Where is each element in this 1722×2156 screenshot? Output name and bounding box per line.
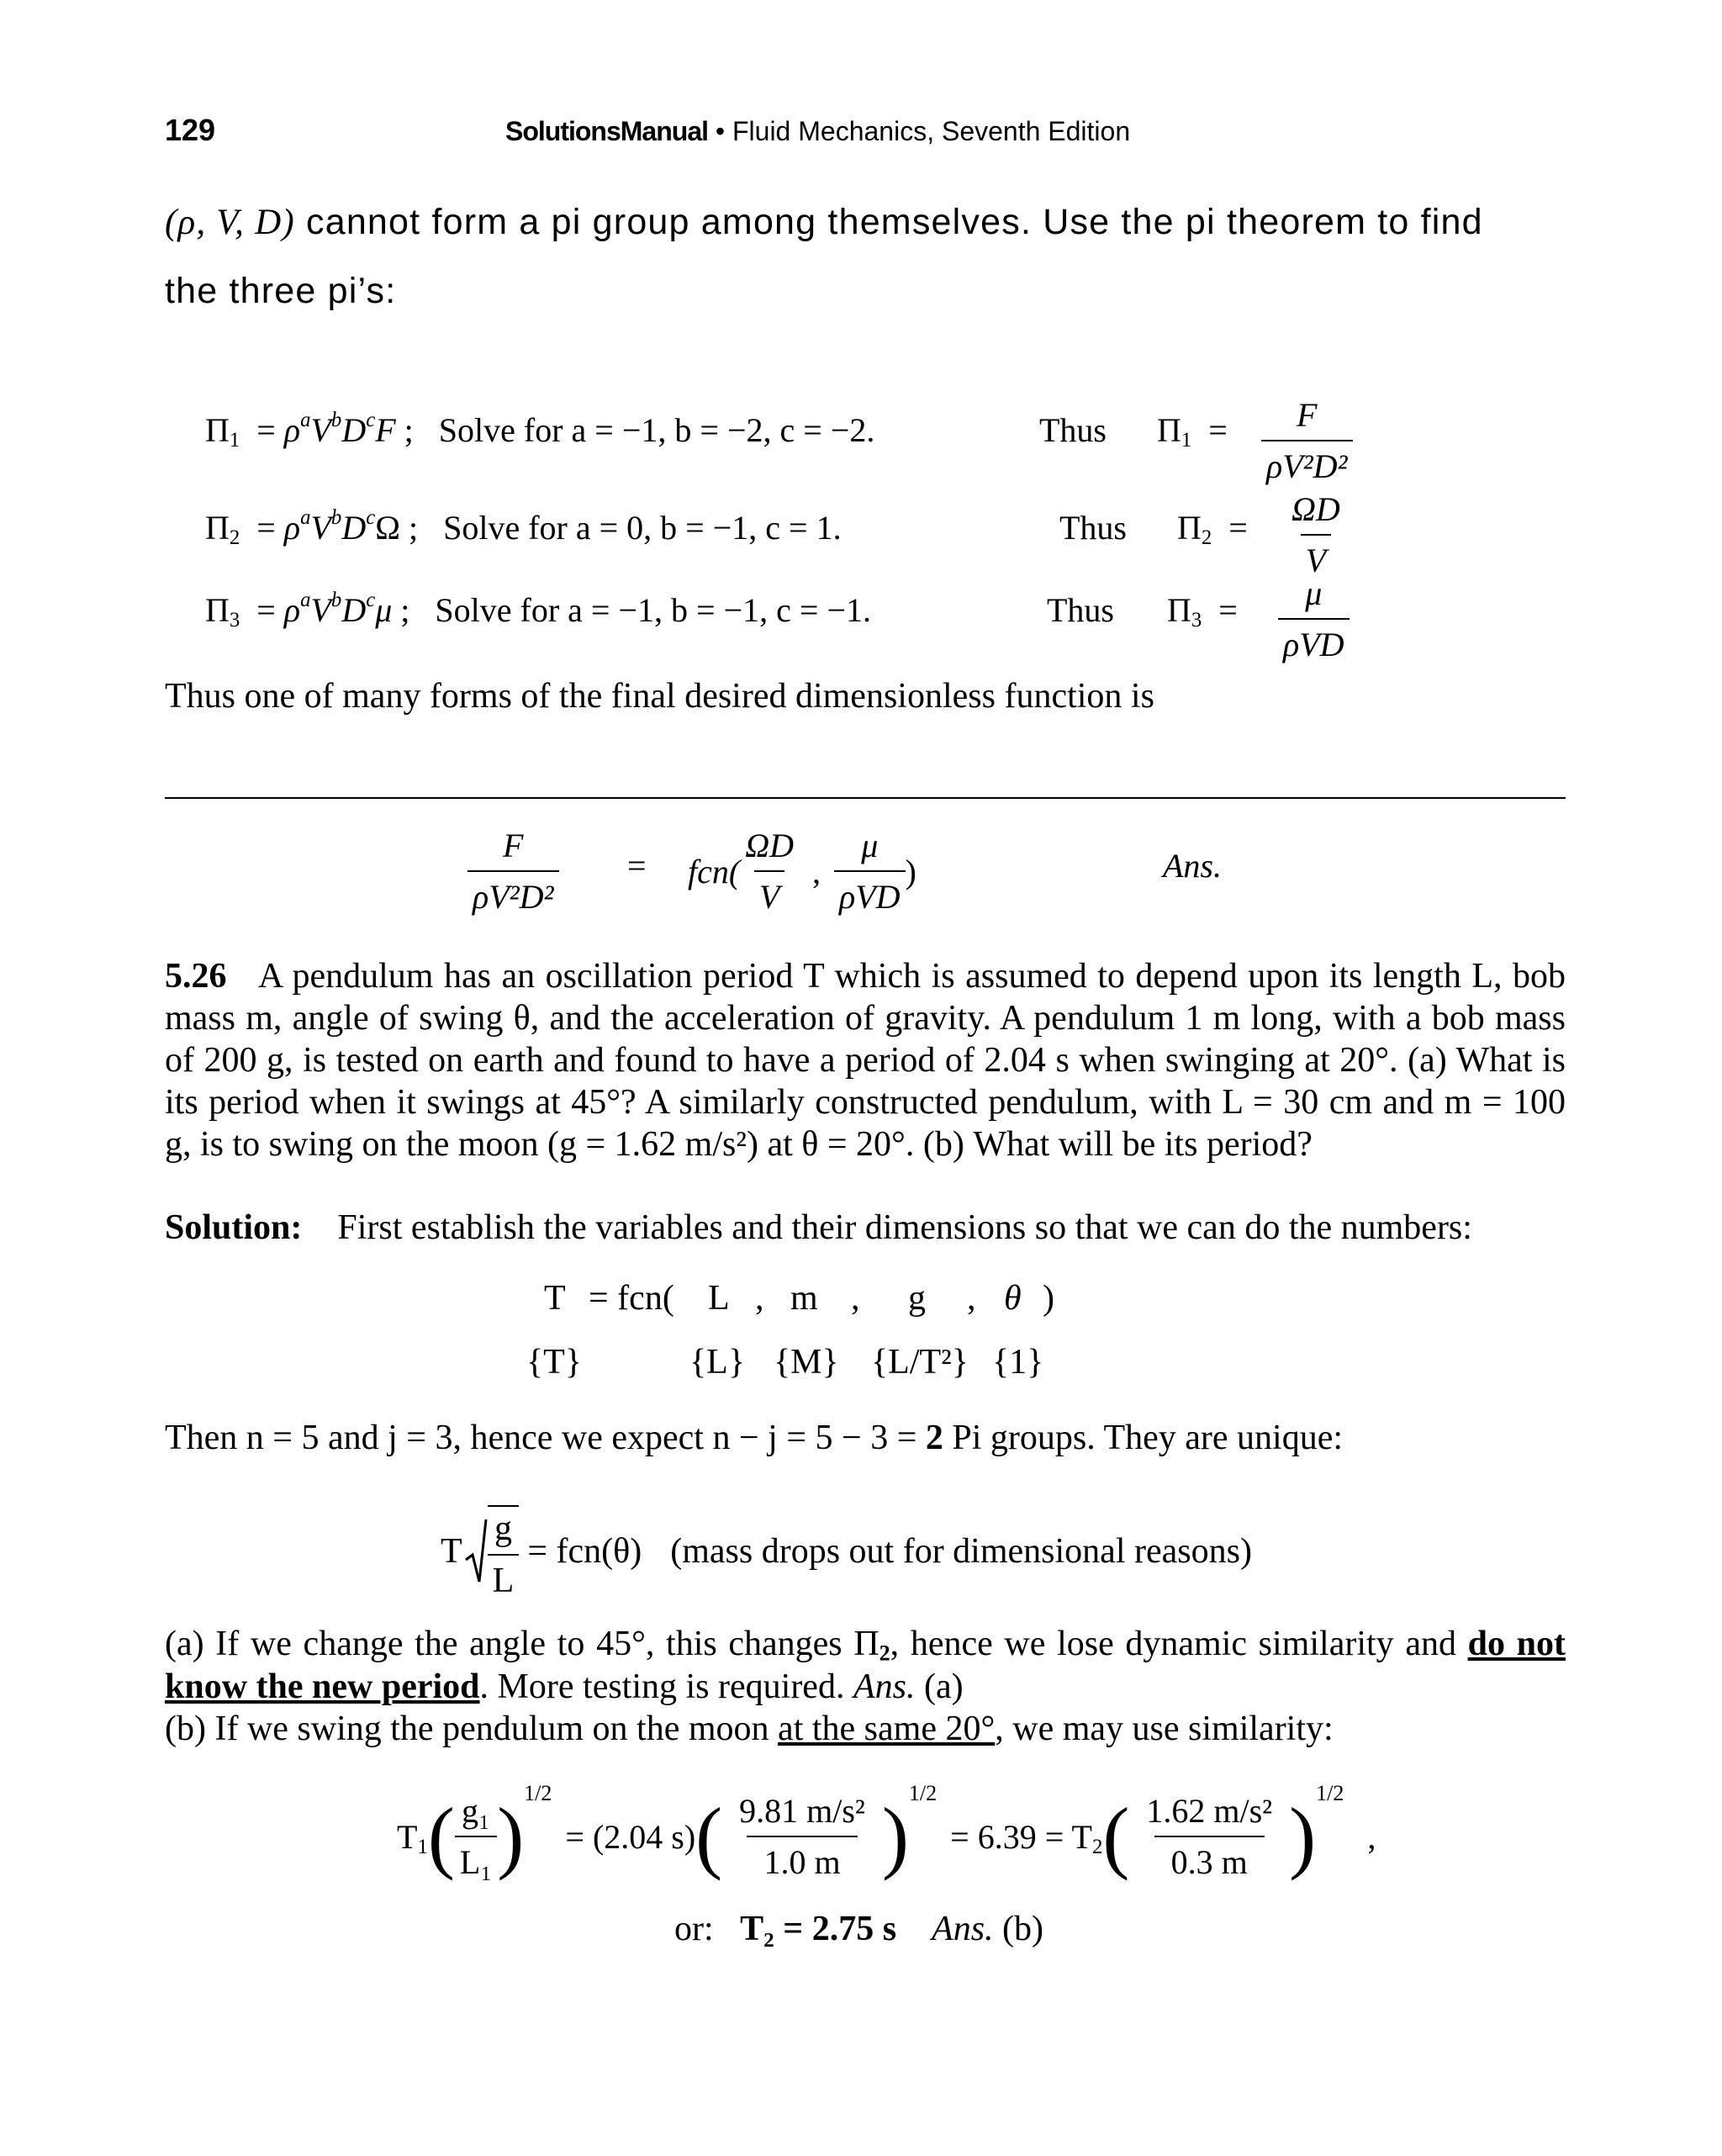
intro-text: cannot form a pi group among themselves. Use the pi theorem to find (294, 202, 1483, 242)
answer-b: or: T₂ = 2.75 s Ans. (b) (674, 1910, 1044, 1948)
final-equals: = (627, 847, 647, 885)
unique-T: T (441, 1532, 462, 1571)
final-ans: Ans. (1163, 847, 1222, 885)
calc-g1: g₁ (462, 1792, 490, 1830)
calc-exp-3: 1/2 (1316, 1781, 1344, 1805)
final-fcn: fcn( (688, 852, 741, 890)
var-L: L (708, 1279, 730, 1318)
unique-note: (mass drops out for dimensional reasons) (670, 1532, 1252, 1571)
pi3-result-num: μ (1305, 574, 1323, 612)
final-lhs-den: ρV²D² (467, 870, 559, 917)
variables-row: T = fcn( L , m , g , θ ) (544, 1279, 1054, 1318)
pi-count-line (165, 1418, 1343, 1458)
dim-M: {M} (774, 1343, 839, 1382)
final-lhs (467, 826, 559, 917)
pi3-result-den: ρVD (1278, 618, 1350, 664)
part-a: (a) If we change the angle to 45°, this changes $\Pi_2$, hence we lose dynamic similarity and do not know the new period. More testing is required. Ans. (a) (165, 1625, 1566, 1706)
pi1-result-lhs: $\Pi_1$ = (1157, 411, 1228, 452)
final-close: ) (905, 852, 916, 890)
final-b-num: μ (861, 827, 879, 864)
pi2-thus: Thus (1059, 509, 1127, 547)
calc-trail: , (1367, 1817, 1376, 1856)
problem-text: A pendulum has an oscillation period T which is assumed to depend upon its length L, bob mass m, angle of swing θ, and the acceleration of gravity. A pendulum 1 m long, with a bob mass of 200 g, is tested on earth and found to have a period of 2.04 s when swinging at 20°. (a) What is its period when it swings at 45°? A similarly constructed pendulum, with L = 30 cm and m = 100 g, is to swing on the moon (g = 1.62 m/s²) at θ = 20°. (b) What will be its period? (165, 957, 1566, 1164)
pi3-lhs: $\Pi_3$ (205, 591, 240, 632)
pi2-variable: Ω (375, 509, 400, 547)
dim-T: {T} (526, 1343, 582, 1382)
pi1-result (1261, 395, 1353, 486)
pi3-solve: Solve for a = −1, b = −1, c = −1. (435, 591, 872, 629)
final-comma: , (812, 852, 821, 890)
calc-exp-1: 1/2 (524, 1781, 552, 1805)
answer-result: T₂ = 2.75 s (740, 1910, 897, 1948)
dim-g: {L/T²} (871, 1343, 969, 1382)
answer-or: or: (674, 1910, 714, 1948)
final-lhs-num: F (503, 827, 524, 864)
calc-L1: L₁ (455, 1836, 497, 1882)
final-a-num: ΩD (745, 827, 794, 864)
pi3-result (1278, 573, 1350, 664)
solution-label: Solution: (165, 1208, 303, 1247)
pi-row-3: $\Pi_3 = \rho^aV^bD^c\mu$ ; Solve for a = −1, b = −1, c = −1. (205, 589, 872, 632)
pi1-result-den: ρV²D² (1261, 440, 1353, 486)
intro-vars: (ρ, V, D) (165, 203, 295, 242)
calc-den2: 1.0 m (747, 1836, 857, 1882)
final-a-den: V (754, 870, 784, 917)
pi2-result-lhs: $\Pi_2$ = (1177, 509, 1248, 550)
book-title: Fluid Mechanics, Seventh Edition (732, 116, 1131, 146)
pi2-result (1286, 489, 1345, 580)
var-theta: θ (1004, 1279, 1022, 1318)
part-a-emphasis: do not know the new period (165, 1625, 1566, 1706)
problem-block (165, 955, 1566, 1165)
calc-num3: 1.62 m/s² (1146, 1792, 1273, 1830)
page-number: 129 (165, 113, 216, 147)
var-fcn: = fcn( (589, 1279, 674, 1318)
solution-text: First establish the variables and their dimensions so that we can do the numbers: (337, 1208, 1472, 1247)
pi-count-after: Pi groups. They are unique: (943, 1419, 1344, 1457)
solution-line (165, 1207, 1472, 1248)
final-calc: $T_1$ ( $\frac{\text{g₁}}{\text{L₁}}$ ) 1/2 = (2.04 s) ( $\frac{\text{9.81 m/s²}}{1.0 m}$ ) 1/2 = $6.39 = T_2$ ( $\frac{\text{1.62 m/s²}}{0.3 m}$ ) 1/2 , (397, 1781, 1376, 1881)
thus-line: Thus one of many forms of the final desired dimensionless function is (165, 677, 1154, 716)
part-b-emphasis: at the same 20° (778, 1709, 996, 1748)
pi1-lhs: $\Pi_1$ (205, 411, 240, 452)
pi1-solve: Solve for a = −1, b = −2, c = −2. (438, 411, 875, 449)
answer-ans: Ans. (932, 1910, 994, 1948)
calc-num2: 9.81 m/s² (739, 1792, 865, 1830)
intro-line-1 (165, 202, 1483, 243)
calc-eq2: = $6.39 = T_2$ (950, 1817, 1103, 1858)
pi2-solve: Solve for a = 0, b = −1, c = 1. (443, 509, 842, 547)
pi-count-before: Then n = 5 and j = 3, hence we expect n − j = 5 − 3 = (165, 1419, 926, 1457)
sqrt-icon (464, 1518, 488, 1585)
pi1-variable: F (375, 411, 396, 449)
pi3-result-lhs: $\Pi_3$ = (1167, 591, 1238, 632)
problem-number: 5.26 (165, 957, 227, 996)
pi2-lhs: $\Pi_2$ (205, 509, 240, 550)
pi3-variable: μ (375, 591, 393, 629)
calc-exp-2: 1/2 (908, 1781, 938, 1805)
final-rhs (688, 826, 916, 917)
pi1-result-num: F (1297, 396, 1318, 434)
dim-theta: {1} (992, 1343, 1044, 1382)
intro-line-2: the three pi’s: (165, 271, 397, 311)
var-T: T (544, 1279, 566, 1318)
calc-den3: 0.3 m (1154, 1836, 1265, 1882)
sqrt-den: L (488, 1554, 520, 1601)
final-b-den: ρVD (834, 870, 906, 917)
pi-count-number: 2 (925, 1419, 943, 1457)
pi3-thus: Thus (1047, 591, 1114, 629)
sqrt-num: g (494, 1509, 512, 1548)
var-g: g (908, 1279, 926, 1318)
running-header (505, 116, 1130, 147)
pi2-result-num: ΩD (1292, 490, 1340, 528)
pi2-result-den: V (1301, 534, 1331, 580)
calc-eq1: = (2.04 s) (565, 1817, 696, 1856)
dim-L: {L} (689, 1343, 745, 1382)
header-bullet: • (715, 116, 726, 146)
var-m: m (790, 1279, 818, 1318)
part-b: (b) If we swing the pendulum on the moon at the same 20°, we may use similarity: (165, 1709, 1334, 1748)
unique-eq (441, 1502, 1252, 1601)
calc-T1: $T_1$ (397, 1817, 428, 1858)
pi-row-2: $\Pi_2 = \rho^aV^bD^c\Omega$ ; Solve for a = 0, b = −1, c = 1. (205, 506, 842, 550)
unique-rhs: = fcn(θ) (527, 1532, 642, 1571)
dimensions-row (0, 1342, 1722, 1392)
manual-title: SolutionsManual (505, 116, 708, 146)
answer-box-rule (165, 797, 1566, 799)
pi-row-1: $\Pi_1 = \rho^aV^bD^cF$ ; Solve for a = −1, b = −2, c = −2. (205, 409, 875, 452)
pi1-thus: Thus (1039, 411, 1107, 449)
